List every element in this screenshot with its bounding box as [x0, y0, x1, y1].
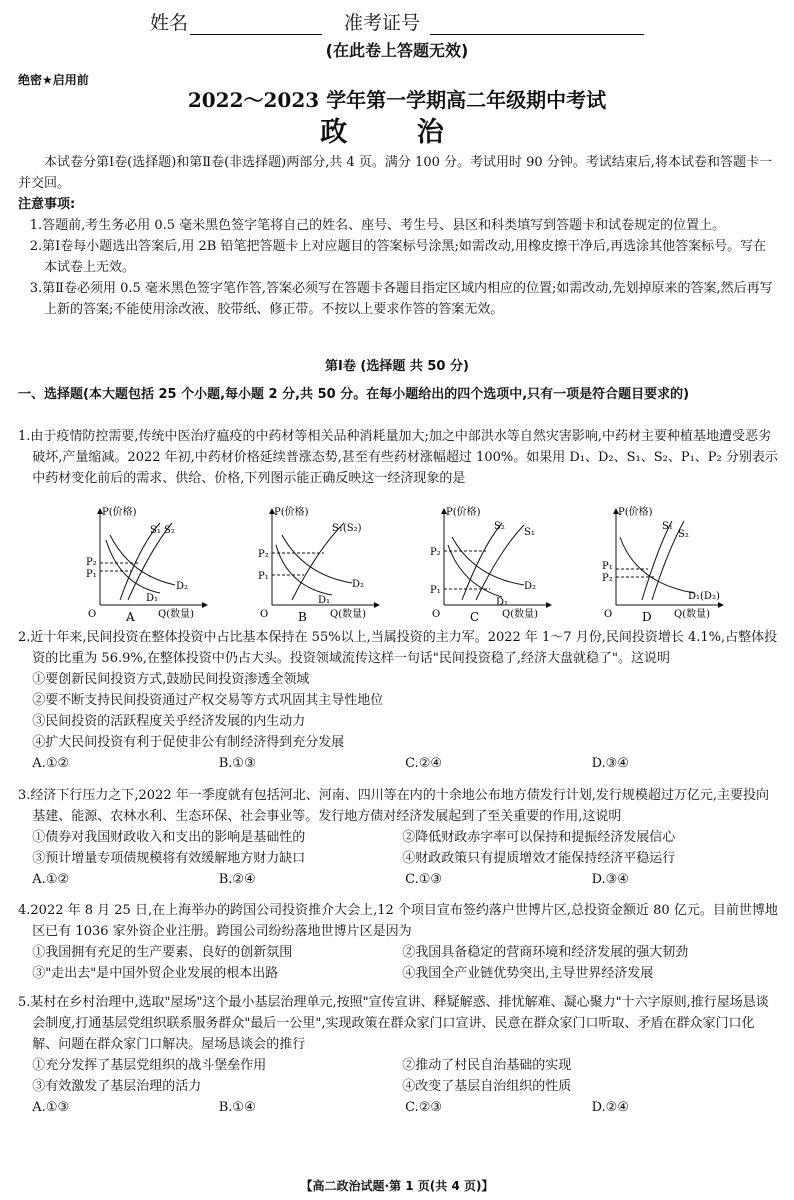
graph-a-curve-s1: S₁ — [150, 525, 161, 536]
question-3-options — [18, 869, 778, 890]
graph-c-curve-s2: S₂ — [494, 521, 505, 532]
question-5-statements — [18, 1055, 778, 1097]
name-label: 姓名 — [150, 12, 189, 34]
question-5 — [18, 992, 778, 1118]
graph-a-p-label: P(价格) — [102, 507, 137, 518]
graph-a-letter: A — [126, 610, 135, 624]
graph-a-d1 — [106, 540, 160, 593]
graph-d-p-label: P(价格) — [618, 507, 653, 518]
graph-b-price-p1: P₁ — [258, 571, 269, 582]
id-label: 准考证号 — [344, 12, 421, 34]
graph-b-curve-d1: D₁ — [318, 595, 331, 606]
question-5-option-a[interactable]: A.①③ — [32, 1100, 70, 1115]
notes-title: 注意事项: — [18, 197, 76, 212]
graph-c-curve-s1: S₁ — [524, 527, 535, 538]
question-2 — [18, 627, 778, 774]
question-3-option-d[interactable]: D.③④ — [591, 872, 629, 887]
graph-d-q-label: Q(数量) — [674, 609, 711, 620]
note-item-1: 1.答题前,考生务必用 0.5 毫米黑色签字笔将自己的姓名、座号、考生号、县区和科类填写到答题卡和试卷规定的位置上。 — [29, 218, 726, 233]
graph-b-curve-d2: D₂ — [352, 579, 365, 590]
graph-c-price-p1: P₁ — [430, 585, 441, 596]
question-2-option-c[interactable]: C.②④ — [405, 756, 443, 771]
question-2-option-b[interactable]: B.①③ — [218, 756, 256, 771]
question-4-statement-2: ②我国具备稳定的营商环境和经济发展的强大韧劲 — [402, 945, 689, 960]
graph-b-curve-s: S₁(S₂) — [332, 523, 362, 534]
intro-paragraph: 本试卷分第Ⅰ卷(选择题)和第Ⅱ卷(非选择题)两部分,共 4 页。满分 100 分。考试用时 90 分钟。考试结束后,将本试卷和答题卡一并交回。 — [18, 155, 772, 191]
question-2-statement-2: ②要不断支持民间投资通过产权交易等方式巩固其主导性地位 — [32, 693, 384, 708]
graph-c-price-p2: P₂ — [430, 547, 441, 558]
question-1-stem: 1.由于疫情防控需要,传统中医治疗瘟疫的中药材等相关品种消耗量加大;加之中部洪水等自然灾害影响,中药材主要种植基地遭受恶劣破坏,产量缩减。2022 年初,中药材价格延续普涨态势,甚至有些药材涨幅超过 100%。如果用 D₁、D₂、S₁、S₂、P₁、P₂ 分别表示中药材变化前后的需求、供给、价格,下列图示能正确反映这一经济现象的是 — [18, 429, 778, 486]
graph-d-curve-s1: S₁ — [662, 521, 673, 532]
secret-mark: 绝密★启用前 — [18, 73, 89, 87]
graph-a[interactable] — [86, 505, 205, 624]
exam-title: 2022～2023 学年第一学期高二年级期中考试 — [187, 88, 607, 112]
question-3-option-b[interactable]: B.②④ — [218, 872, 256, 887]
question-3-statement-4: ④财政政策只有提质增效才能保持经济平稳运行 — [402, 851, 676, 866]
graph-b-p-label: P(价格) — [274, 507, 309, 518]
graph-c-curve-d1: D₁ — [496, 597, 509, 608]
graph-c-origin: O — [432, 609, 441, 620]
page-footer: 【高二政治试题·第 1 页(共 4 页)】 — [300, 1179, 494, 1193]
question-5-option-d[interactable]: D.②④ — [591, 1100, 629, 1115]
graph-d-letter: D — [642, 610, 652, 624]
note-item-2: 2.第Ⅰ卷每小题选出答案后,用 2B 铅笔把答题卡上对应题目的答案标号涂黑;如需改动,用橡皮擦干净后,再选涂其他答案标号。写在本试卷上无效。 — [29, 239, 767, 275]
question-3-statement-3: ③预计增量专项债规模将有效缓解地方财力缺口 — [32, 851, 306, 866]
question-2-statement-4: ④扩大民间投资有利于促使非公有制经济得到充分发展 — [32, 735, 345, 750]
question-3-option-c[interactable]: C.①③ — [405, 872, 443, 887]
question-3-statements — [18, 827, 778, 869]
question-4-statement-3: ③"走出去"是中国外贸企业发展的根本出路 — [32, 966, 279, 981]
graph-d-curve-s2: S₂ — [678, 529, 689, 540]
notes-block — [18, 194, 778, 320]
question-5-option-c[interactable]: C.②③ — [405, 1100, 443, 1115]
id-blank[interactable] — [430, 12, 644, 35]
graph-b-origin: O — [260, 609, 269, 620]
question-2-option-d[interactable]: D.③④ — [591, 756, 629, 771]
graphs-svg — [80, 505, 760, 625]
graph-d-origin: O — [604, 609, 613, 620]
graph-a-price-p1: P₁ — [86, 569, 97, 580]
graph-c-q-label: Q(数量) — [502, 609, 539, 620]
section1-title: 第Ⅰ卷 (选择题 共 50 分) — [325, 359, 469, 374]
graph-a-q-label: Q(数量) — [158, 609, 195, 620]
graph-a-curve-s2: S₂ — [164, 525, 175, 536]
graph-d-curve-d: D₁(D₂) — [688, 591, 720, 602]
graph-c-letter: C — [470, 610, 480, 624]
question-5-stem: 5.某村在乡村治理中,选取"屋场"这个最小基层治理单元,按照"宣传宣讲、释疑解惑、排忧解难、凝心聚力"十六字原则,推行屋场恳谈会制度,打通基层党组织联系服务群众"最后一公里",实现政策在群众家门口宣讲、民意在群众家门口听取、矛盾在群众家门口化解、问题在群众家门口解决。屋场恳谈会的推行 — [18, 995, 769, 1052]
question-2-option-a[interactable]: A.①② — [32, 756, 70, 771]
graph-b[interactable] — [258, 505, 377, 624]
graph-d-price-p1: P₁ — [602, 561, 613, 572]
question-1 — [18, 426, 778, 489]
graph-a-curve-d2: D₂ — [176, 581, 189, 592]
name-blank[interactable] — [190, 12, 322, 35]
graph-c-curve-d2: D₂ — [524, 581, 537, 592]
note-item-3: 3.第Ⅱ卷必须用 0.5 毫米黑色签字笔作答,答案必须写在答题卡各题目指定区域内相应的位置;如需改动,先划掉原来的答案,然后再写上新的答案;不能使用涂改液、胶带纸、修正带。不按以上要求作答的答案无效。 — [29, 281, 773, 317]
question-5-statement-1: ①充分发挥了基层党组织的战斗堡垒作用 — [32, 1058, 267, 1073]
graph-b-s — [292, 523, 344, 600]
question-4 — [18, 900, 778, 984]
question-2-statement-1: ①要创新民间投资方式,鼓励民间投资渗透全领域 — [32, 672, 310, 687]
graph-d-price-p2: P₂ — [602, 573, 613, 584]
graph-c-p-label: P(价格) — [446, 507, 481, 518]
question-3-statement-2: ②降低财政赤字率可以保持和提振经济发展信心 — [402, 830, 676, 845]
graph-a-curve-d1: D₁ — [146, 593, 159, 604]
question-5-statement-4: ④改变了基层自治组织的性质 — [402, 1079, 572, 1094]
graph-b-q-label: Q(数量) — [330, 609, 367, 620]
question-3-option-a[interactable]: A.①② — [32, 872, 70, 887]
question-4-stem: 4.2022 年 8 月 25 日,在上海举办的跨国公司投资推介大会上,12 个项目宣布签约落户世博片区,总投资金额近 80 亿元。目前世博地区已有 1036 家外资企业注册。跨国公司纷纷落地世博片区是因为 — [18, 903, 778, 939]
question-4-statement-1: ①我国拥有充足的生产要素、良好的创新氛围 — [32, 945, 293, 960]
question-5-statement-3: ③有效激发了基层治理的活力 — [32, 1079, 202, 1094]
question-5-statement-2: ②推动了村民自治基础的实现 — [402, 1058, 572, 1073]
question-5-option-b[interactable]: B.①④ — [218, 1100, 256, 1115]
question-5-options — [18, 1097, 778, 1118]
question-2-stem: 2.近十年来,民间投资在整体投资中占比基本保持在 55%以上,当属投资的主力军。2022 年 1～7 月份,民间投资增长 4.1%,占整体投资的比重为 56.9%,在整体投资中仍占大头。投资领域流传这样一句话"民间投资稳了,经济大盘就稳了"。这说明 — [18, 630, 778, 666]
subject-title: 政 治 — [320, 117, 474, 148]
graph-d-s1 — [642, 521, 672, 600]
question-2-statement-3: ③民间投资的活跃程度关乎经济发展的内生动力 — [32, 714, 306, 729]
graph-c[interactable] — [430, 505, 549, 624]
section1-instruction: 一、选择题(本大题包括 25 个小题,每小题 2 分,共 50 分。在每小题给出的四个选项中,只有一项是符合题目要求的) — [18, 387, 690, 402]
graph-a-origin: O — [88, 609, 97, 620]
question-3-stem: 3.经济下行压力之下,2022 年一季度就有包括河北、河南、四川等在内的十余地公布地方债发行计划,发行规模超过万亿元,主要投向基建、能源、农林水利、生态环保、社会事业等。发行地方债对经济发展起到了至关重要的作用,这说明 — [18, 788, 770, 824]
question-3 — [18, 785, 778, 890]
graph-b-price-p2: P₂ — [258, 549, 269, 560]
supply-demand-graphs — [80, 505, 760, 625]
no-answer-notice: (在此卷上答题无效) — [325, 41, 469, 60]
question-4-statement-4: ④我国全产业链优势突出,主导世界经济发展 — [402, 966, 654, 981]
graph-a-d2 — [110, 535, 175, 585]
graph-b-letter: B — [298, 610, 307, 624]
question-3-statement-1: ①债券对我国财政收入和支出的影响是基础性的 — [32, 830, 306, 845]
question-4-statements — [18, 942, 778, 984]
question-2-options — [18, 753, 778, 774]
graph-d[interactable] — [602, 505, 721, 624]
graph-a-price-p2: P₂ — [86, 557, 97, 568]
